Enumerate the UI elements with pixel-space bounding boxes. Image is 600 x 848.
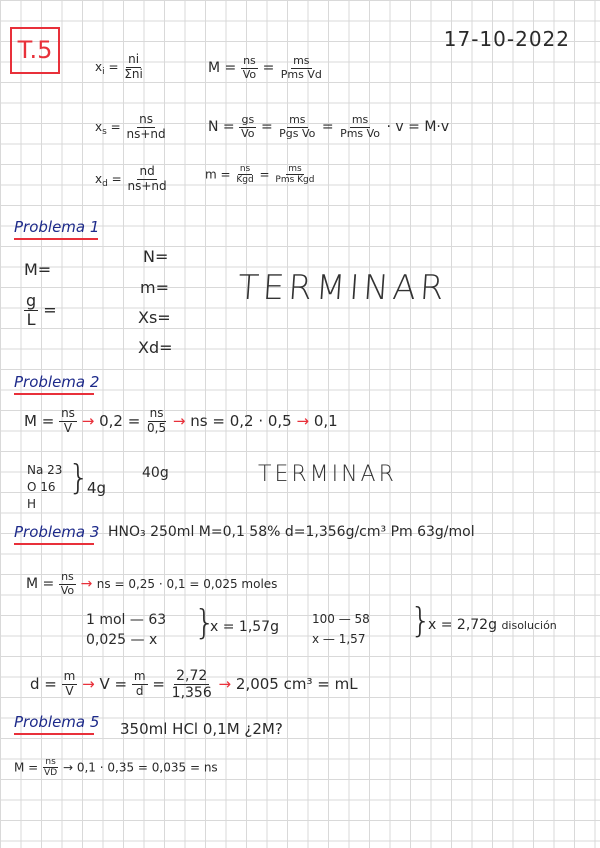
molarity-lhs: M [208, 60, 221, 77]
p1-terminar-stamp: TERMINAR [236, 268, 449, 308]
p1-left2-den: L [26, 310, 36, 330]
problema3-title: Problema 3 [14, 523, 100, 541]
formula-xi: $x_i$ = $\frac{ni}{\text{Σni}}$ [95, 52, 143, 81]
brace-icon: } [194, 603, 216, 643]
p2-mass2: 40g [142, 465, 169, 481]
problema2-title: Problema 2 [14, 373, 100, 391]
p3-statement: HNO₃ 250ml M=0,1 58% d=1,356g/cm³ Pm 63g/mol [108, 524, 475, 540]
xd-sub: d [102, 179, 108, 190]
p3-rule2-result [428, 617, 557, 633]
p3-d-den: V [65, 684, 74, 699]
p3-molarity: M = $\frac{ns}{Vo}$ → ns = 0,25 · 0,1 = 0,025 moles [26, 570, 278, 597]
p1-left2-num: g [26, 291, 37, 310]
p2-lhs: M [24, 411, 37, 430]
formula-normality: N = $\frac{gs}{Vo}$ = $\frac{ms}{\text{Pgs Vo}}$ = $\frac{ms}{\text{Pms Vo}}$ · v = M·v [208, 113, 450, 140]
date: 17-10-2022 [443, 27, 570, 51]
arrow-icon: → [80, 576, 93, 593]
arrow-icon: → [172, 411, 186, 430]
problema1-title: Problema 1 [14, 218, 100, 236]
normality-f3-den: Pms Vo [340, 126, 381, 140]
p3-rule1 [86, 610, 166, 650]
p3-v-res: 2,005 cm³ = mL [235, 675, 358, 694]
xi-lhs: x [95, 59, 103, 74]
xs-den: ns+nd [126, 126, 166, 141]
problema2-underline [14, 393, 94, 395]
xi-den: Σni [124, 66, 143, 81]
formula-molality: m = $\frac{ns}{\text{Kgd}}$ = $\frac{ms}{\text{Pms Kgd}}$ [205, 164, 315, 186]
brace-icon: } [68, 458, 90, 498]
p3-v2-num: 2,72 [176, 668, 208, 684]
xd-lhs: x [95, 171, 103, 186]
p2-step2: ns = 0,2 · 0,5 [190, 411, 292, 430]
xi-num: ni [128, 52, 140, 66]
p2-step3: 0,1 [313, 411, 338, 430]
p3-rule1-a: 1 mol — 63 [86, 612, 167, 628]
arrow-icon: → [296, 411, 310, 430]
p2-f2-num: ns [149, 406, 164, 420]
p2-f1-den: V [63, 420, 73, 435]
p5-m-num: ns [45, 757, 56, 767]
normality-f1-num: gs [241, 113, 255, 126]
p2-f2-den: 0,5 [147, 420, 167, 435]
normality-f3-num: ms [351, 113, 369, 126]
p3-m-calc: ns = 0,25 · 0,1 = 0,025 moles [96, 577, 278, 592]
p2-line: M = $\frac{ns}{V}$ → 0,2 = $\frac{ns}{0,5}$ → ns = 0,2 · 0,5 → 0,1 [24, 406, 338, 435]
p3-rule1-result: x = 1,57g [210, 619, 279, 635]
formula-xd: $x_d$ = $\frac{nd}{ns+nd}$ [95, 164, 167, 193]
molality-f2-num: ms [288, 164, 302, 174]
p2-terminar-stamp: TERMINAR [258, 462, 397, 487]
p3-rule2-note: disolución [501, 619, 557, 632]
p3-m-den: Vo [60, 583, 75, 597]
p3-density: d = $\frac{m}{V}$ → V = $\frac{m}{d}$ = $\frac{2,72}{1,356}$ → 2,005 cm³ = mL [30, 668, 358, 702]
arrow-icon: → [218, 675, 232, 694]
p3-v-lhs: V [99, 675, 110, 694]
molality-f1-num: ns [239, 164, 251, 174]
molality-lhs: m [205, 167, 217, 182]
p2-elem-na: Na 23 [27, 463, 63, 477]
xs-num: ns [139, 112, 153, 126]
p2-elem-o: O 16 [27, 480, 56, 494]
problema5-underline [14, 733, 94, 735]
xd-num: nd [139, 164, 155, 178]
normality-f1-den: Vo [241, 126, 255, 140]
arrow-icon: → [82, 675, 95, 694]
molality-f1-den: Kgd [236, 175, 254, 186]
p1-left1: M= [24, 260, 52, 279]
p2-step1: 0,2 [99, 411, 123, 430]
molarity-f2-num: ms [293, 54, 310, 67]
p3-rule1-b: 0,025 — x [86, 632, 158, 648]
molarity-f1-den: Vo [242, 67, 257, 81]
normality-f2-num: ms [289, 113, 306, 126]
p3-m-num: ns [61, 570, 74, 583]
p1-right3: Xs= [138, 308, 171, 327]
p3-rule2-res: x = 2,72g [428, 617, 497, 633]
normality-tail: · v = M·v [386, 119, 450, 136]
p3-v2-den: 1,356 [171, 685, 212, 702]
molarity-f1-num: ns [243, 54, 256, 67]
p2-mass1: 4g [87, 479, 107, 497]
xs-lhs: x [95, 119, 103, 134]
p3-d-num: m [63, 669, 76, 684]
p2-elem-h: H [27, 497, 37, 511]
p3-m-lhs: M [26, 576, 39, 593]
p3-rule2-b: x — 1,57 [312, 632, 366, 646]
normality-f2-den: Pgs Vo [279, 126, 316, 140]
p5-m-calc: 0,1 · 0,35 = 0,035 = ns [76, 760, 218, 775]
normality-lhs: N [208, 119, 219, 136]
p3-rule2 [312, 609, 370, 649]
p3-rule2-a: 100 — 58 [312, 612, 370, 626]
p5-m-den: VD [44, 768, 58, 779]
problema1-underline [14, 238, 98, 240]
p1-right4: Xd= [138, 338, 173, 357]
arrow-icon: → [81, 411, 95, 430]
molality-f2-den: Pms Kgd [275, 175, 315, 186]
p2-elements [27, 462, 62, 513]
p1-right2: m= [140, 278, 169, 297]
p5-m-lhs: M [14, 760, 25, 775]
p1-left2: $\frac{g}{L}$ = [26, 291, 57, 330]
p3-d-lhs: d [30, 675, 40, 694]
xd-den: ns+nd [127, 178, 167, 193]
arrow-icon: → [62, 760, 74, 775]
problema3-underline [14, 543, 94, 545]
p3-v-den: d [135, 684, 144, 699]
formula-xs: $x_s$ = $\frac{ns}{ns+nd}$ [95, 112, 166, 141]
brace-icon: } [410, 601, 432, 641]
topic-tag: T.5 [10, 27, 60, 74]
p2-f1-num: ns [61, 406, 75, 420]
p3-v-num: m [133, 669, 146, 684]
xs-sub: s [102, 127, 107, 138]
formula-molarity: M = $\frac{ns}{Vo}$ = $\frac{ms}{\text{Pms Vd}}$ [208, 54, 322, 81]
molarity-f2-den: Pms Vd [280, 67, 322, 81]
p1-right1: N= [143, 247, 169, 266]
problema5-title: Problema 5 [14, 713, 100, 731]
p5-statement: 350ml HCl 0,1M ¿2M? [120, 720, 283, 738]
p5-molarity: M = $\frac{ns}{VD}$ → 0,1 · 0,35 = 0,035 = ns [14, 757, 218, 779]
xi-sub: i [102, 67, 105, 78]
